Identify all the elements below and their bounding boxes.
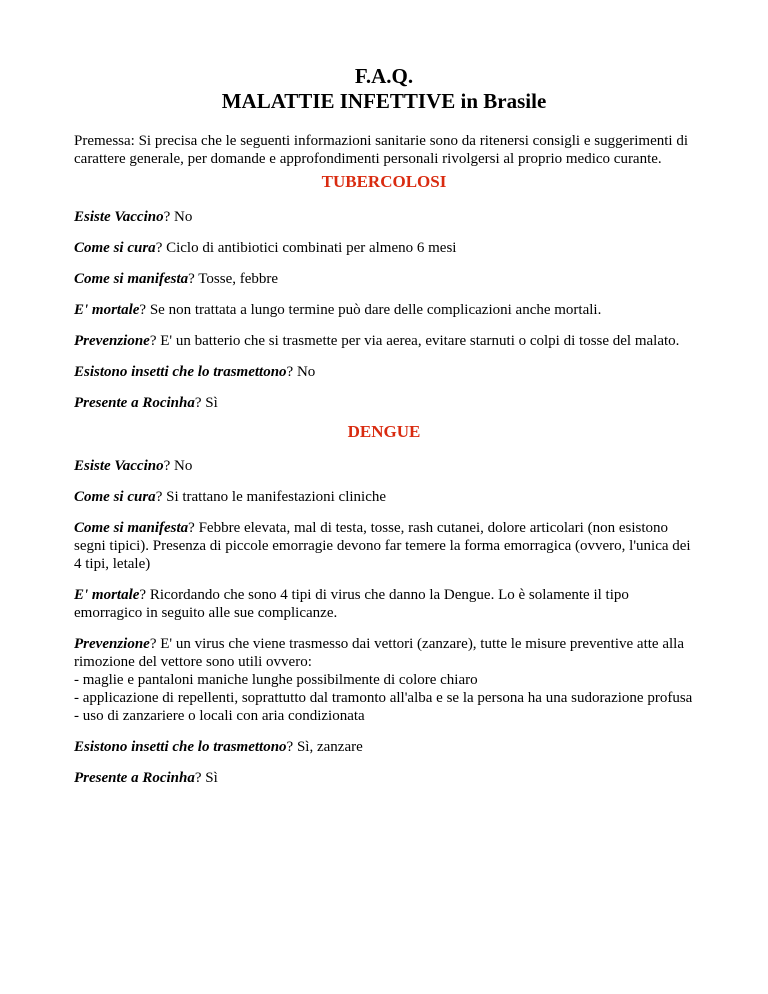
qa-question: E' mortale (74, 587, 140, 603)
qa-item (74, 519, 694, 573)
qa-answer: ? Se non trattata a lungo termine può dare delle complicazioni anche mortali. (139, 302, 602, 318)
qa-question: Come si manifesta (74, 271, 189, 287)
qa-answer: ? Febbre elevata, mal di testa, tosse, rash cutanei, dolore articolari (non esistono segni tipici). Presenza di piccole emorragie devono far temere la forma emorragica (ovvero, l'unica dei 4 tipi, letale) (74, 520, 691, 572)
qa-answer: ? Si trattano le manifestazioni cliniche (155, 489, 387, 505)
document-title (74, 64, 694, 114)
qa-answer: ? Sì (194, 395, 218, 411)
qa-answer: ? Sì, zanzare (286, 739, 363, 755)
qa-item (74, 301, 694, 319)
qa-item (74, 586, 694, 622)
qa-question: Esistono insetti che lo trasmettono (74, 739, 287, 755)
qa-answer: ? Tosse, febbre (188, 271, 279, 287)
qa-question: Prevenzione (74, 636, 150, 652)
qa-question: Presente a Rocinha (74, 770, 195, 786)
qa-answer: ? No (163, 458, 193, 474)
qa-answer: ? E' un virus che viene trasmesso dai vettori (zanzare), tutte le misure preventive atte alla rimozione del vettore sono utili ovvero: - maglie e pantaloni maniche lunghe possibilmente di colore chiaro - applicazione di repellenti, soprattutto dal tramonto all'alba e se la persona ha una sudorazione profusa - uso di zanzariere o locali con aria condizionata (74, 636, 693, 724)
qa-question: Esiste Vaccino (74, 209, 164, 225)
qa-item (74, 488, 694, 506)
qa-item (74, 769, 694, 787)
section-title-dengue: DENGUE (347, 422, 421, 441)
qa-answer: ? Sì (194, 770, 218, 786)
section-tubercolosi-list (74, 208, 694, 412)
qa-question: Come si manifesta (74, 520, 189, 536)
qa-answer: ? Ciclo di antibiotici combinati per almeno 6 mesi (155, 240, 457, 256)
qa-item (74, 635, 694, 725)
title-line-1: F.A.Q. (354, 64, 414, 88)
qa-question: Come si cura (74, 240, 156, 256)
qa-answer: ? E' un batterio che si trasmette per via aerea, evitare starnuti o colpi di tosse del malato. (149, 333, 680, 349)
qa-item (74, 270, 694, 288)
qa-question: Come si cura (74, 489, 156, 505)
qa-item (74, 394, 694, 412)
qa-item (74, 208, 694, 226)
document-page (74, 64, 694, 787)
qa-answer: ? Ricordando che sono 4 tipi di virus che danno la Dengue. Lo è solamente il tipo emorragico in seguito alle sue complicanze. (74, 587, 629, 621)
intro-paragraph: Premessa: Si precisa che le seguenti informazioni sanitarie sono da ritenersi consigli e suggerimenti di carattere generale, per domande e approfondimenti personali rivolgersi al proprio medico curante. (74, 133, 688, 167)
qa-answer: ? No (286, 364, 316, 380)
qa-item (74, 738, 694, 756)
qa-item (74, 332, 694, 350)
qa-item (74, 363, 694, 381)
section-title-tubercolosi: TUBERCOLOSI (321, 172, 447, 191)
qa-item (74, 239, 694, 257)
qa-question: Esistono insetti che lo trasmettono (74, 364, 287, 380)
section-dengue-list (74, 457, 694, 787)
title-line-2: MALATTIE INFETTIVE in Brasile (221, 89, 547, 113)
qa-question: E' mortale (74, 302, 140, 318)
qa-answer: ? No (163, 209, 193, 225)
qa-question: Presente a Rocinha (74, 395, 195, 411)
qa-question: Esiste Vaccino (74, 458, 164, 474)
qa-question: Prevenzione (74, 333, 150, 349)
qa-item (74, 457, 694, 475)
